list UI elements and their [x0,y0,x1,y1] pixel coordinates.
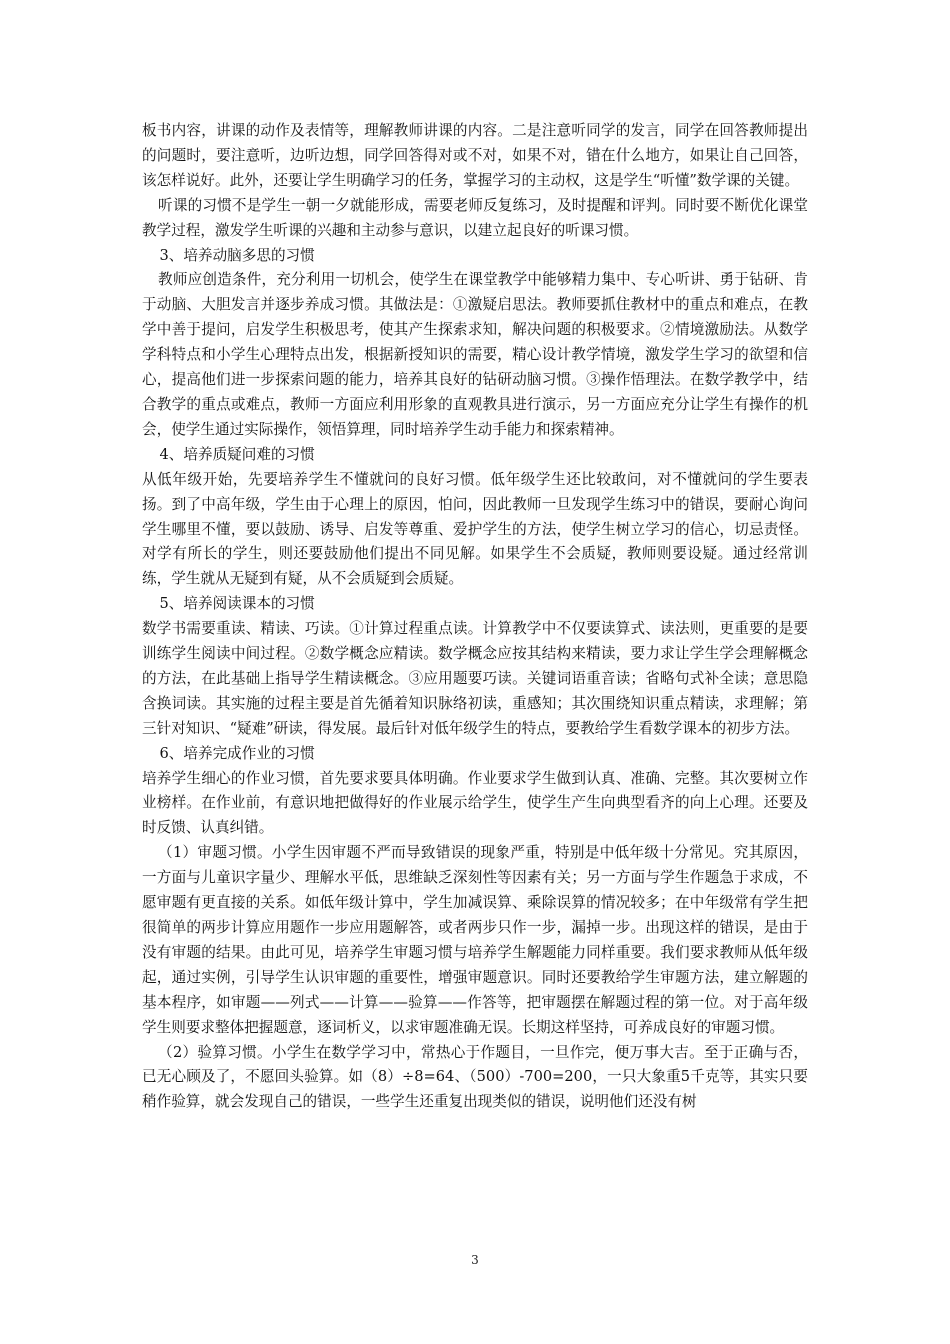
section-heading-reading: 5、培养阅读课本的习惯 [159,595,315,613]
page-number: 3 [471,1253,479,1267]
paragraph-questioning: 从低年级开始，先要培养学生不懂就问的良好习惯。低年级学生还比较敢问，对不懂就问的学生要表扬。到了中高年级，学生由于心理上的原因，怕问，因此教师一旦发现学生练习中的错误，要耐心询问学生哪里不懂，要以鼓励、诱导、启发等尊重、爱护学生的方法，使学生树立学习的信心，切忌责怪。对学有所长的学生，则还要鼓励他们提出不同见解。如果学生不会质疑，教师则要设疑。通过经常训练，学生就从无疑到有疑，从不会质疑到会质疑。 [142,470,808,588]
document-body [142,119,808,1115]
paragraph-check-habit: （2）验算习惯。小学生在数学学习中，常热心于作题目，一旦作完，便万事大吉。至于正确与否，已无心顾及了，不愿回头验算。如（8）÷8=64、（500）-700=200，一只大象重5千克等，其实只要稍作验算，就会发现自己的错误，一些学生还重复出现类似的错误，说明他们还没有树 [142,1043,808,1111]
paragraph-review-habit: （1）审题习惯。小学生因审题不严而导致错误的现象严重，特别是中低年级十分常见。究其原因，一方面与儿童识字量少、理解水平低，思维缺乏深刻性等因素有关；另一方面与学生作题急于求成，不愿审题有更直接的关系。如低年级计算中，学生加减误算、乘除误算的情况较多；在中年级常有学生把很简单的两步计算应用题作一步应用题解答，或者两步只作一步，漏掉一步。出现这样的错误，是由于没有审题的结果。由此可见，培养学生审题习惯与培养学生解题能力同样重要。我们要求教师从低年级起，通过实例，引导学生认识审题的重要性，增强审题意识。同时还要教给学生审题方法，建立解题的基本程序，如审题——列式——计算——验算——作答等，把审题摆在解题过程的第一位。对于高年级学生则要求整体把握题意，逐词析义，以求审题准确无误。长期这样坚持，可养成良好的审题习惯。 [142,844,808,1036]
paragraph-reading: 数学书需要重读、精读、巧读。①计算过程重点读。计算教学中不仅要读算式、读法则，更重要的是要训练学生阅读中间过程。②数学概念应精读。数学概念应按其结构来精读，要力求让学生学会理解概念的方法，在此基础上指导学生精读概念。③应用题要巧读。关键词语重音读；省略句式补全读；意思隐含换词读。其实施的过程主要是首先循着知识脉络初读，重感知；其次围绕知识重点精读，求理解；第三针对知识、“疑难”研读，得发展。最后针对低年级学生的特点，要教给学生看数学课本的初步方法。 [142,620,808,737]
section-heading-thinking: 3、培养动脑多思的习惯 [159,246,315,264]
section-heading-questioning: 4、培养质疑问难的习惯 [159,445,315,463]
paragraph-listening-habit: 听课的习惯不是学生一朝一夕就能形成，需要老师反复练习，及时提醒和评判。同时要不断优化课堂教学过程，激发学生听课的兴趣和主动参与意识，以建立起良好的听课习惯。 [142,196,808,239]
paragraph-listening-details: 板书内容，讲课的动作及表情等，理解教师讲课的内容。二是注意听同学的发言，同学在回答教师提出的问题时，要注意听，边听边想，同学回答得对或不对，如果不对，错在什么地方，如果让自己回答，该怎样说好。此外，还要让学生明确学习的任务，掌握学习的主动权，这是学生“听懂”数学课的关键。 [142,122,808,189]
paragraph-thinking: 教师应创造条件，充分利用一切机会，使学生在课堂教学中能够精力集中、专心听讲、勇于钻研、肯于动脑、大胆发言并逐步养成习惯。其做法是：①激疑启思法。教师要抓住教材中的重点和难点，在教学中善于提问，启发学生积极思考，使其产生探索求知，解决问题的积极要求。②情境激励法。从数学学科特点和小学生心理特点出发，根据新授知识的需要，精心设计教学情境，激发学生学习的欲望和信心，提高他们进一步探索问题的能力，培养其良好的钻研动脑习惯。③操作悟理法。在数学教学中，结合教学的重点或难点，教师一方面应利用形象的直观教具进行演示，另一方面应充分让学生有操作的机会，使学生通过实际操作，领悟算理，同时培养学生动手能力和探索精神。 [142,271,808,438]
paragraph-homework: 培养学生细心的作业习惯，首先要求要具体明确。作业要求学生做到认真、准确、完整。其次要树立作业榜样。在作业前，有意识地把做得好的作业展示给学生，使学生产生向典型看齐的向上心理。还要及时反馈、认真纠错。 [142,769,808,837]
section-heading-homework: 6、培养完成作业的习惯 [159,744,315,762]
